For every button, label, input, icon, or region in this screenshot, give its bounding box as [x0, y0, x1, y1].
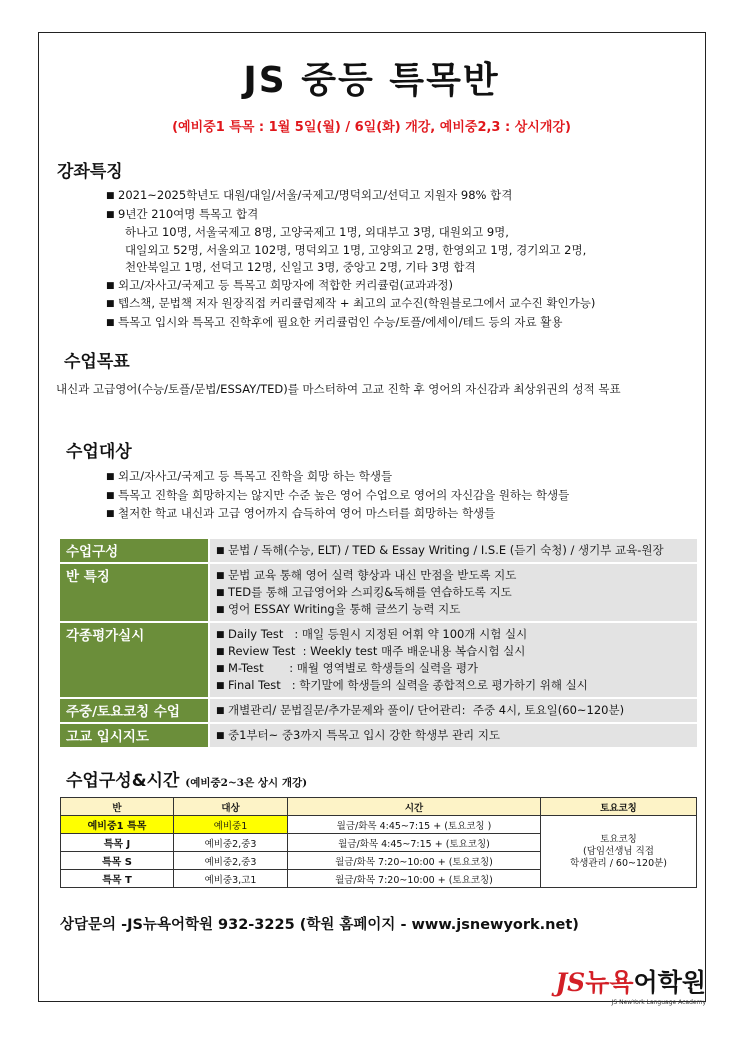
info-line-text: 개별관리/ 문법질문/추가문제와 풀이/ 단어관리: 주중 4시, 토요일(60~120분) [228, 703, 625, 717]
info-line [216, 677, 691, 694]
feature-item [106, 206, 595, 225]
schedule-header-row [61, 798, 697, 816]
schedule-header-cell: 시간 [288, 798, 541, 816]
info-line [216, 584, 691, 601]
feature-item [106, 187, 595, 206]
academy-logo [522, 968, 706, 1006]
info-line [216, 601, 691, 618]
info-label: 각종평가실시 [60, 623, 208, 697]
feature-item [106, 314, 595, 333]
info-line-text: 문법 교육 통해 영어 실력 향상과 내신 만점을 받도록 지도 [228, 568, 517, 582]
logo-subtitle: JS NewYork Language Academy [611, 999, 706, 1006]
target-heading: 수업대상 [66, 442, 132, 462]
info-value [210, 539, 697, 562]
feature-text: 특목고 입시와 특목고 진학후에 필요한 커리큘럼인 수능/토플/에세이/테드 등의 자료 활용 [118, 314, 563, 329]
schedule-target: 예비중2,중3 [174, 852, 288, 870]
schedule-class: 예비중1 특목 [61, 816, 174, 834]
info-line [216, 567, 691, 584]
schedule-saturday [541, 816, 697, 888]
feature-text: 텝스책, 문법책 저자 원장직접 커리큘럼제작 + 최고의 교수진(학원블로그에서 교수진 확인가능) [118, 296, 596, 310]
info-line [216, 702, 691, 719]
schedule-row [61, 816, 697, 834]
feature-item [106, 277, 595, 296]
info-row [60, 699, 697, 722]
bullet-icon: ■ [216, 546, 225, 556]
schedule-target: 예비중3,고1 [174, 870, 288, 888]
info-label: 반 특징 [60, 564, 208, 621]
schedule-target: 예비중1 [174, 816, 288, 834]
bullet-icon: ■ [216, 681, 225, 691]
schedule-time: 월금/화목 4:45~7:15 + (토요코칭) [288, 834, 541, 852]
bullet-icon: ■ [106, 299, 115, 309]
bullet-icon: ■ [106, 280, 115, 291]
target-item [106, 505, 569, 524]
info-label: 수업구성 [60, 539, 208, 562]
schedule-header-cell: 반 [61, 798, 174, 816]
feature-item [106, 295, 595, 314]
bullet-icon: ■ [106, 317, 115, 328]
info-row [60, 724, 697, 747]
bullet-icon: ■ [216, 571, 225, 581]
logo-js: JS [555, 968, 586, 997]
info-table [60, 539, 697, 749]
feature-text: 2021~2025학년도 대원/대일/서울/국제고/명덕외고/선덕고 지원자 98% 합격 [118, 188, 513, 202]
info-label: 고교 입시지도 [60, 724, 208, 747]
target-item [106, 468, 569, 487]
target-item [106, 487, 569, 506]
target-list [106, 468, 569, 524]
schedule-time: 월금/화목 7:20~10:00 + (토요코칭) [288, 852, 541, 870]
saturday-line: 학생관리 / 60~120분) [569, 857, 667, 869]
info-value [210, 564, 697, 621]
schedule-class: 특목 J [61, 834, 174, 852]
feature-text: 외고/자사고/국제고 등 특목고 희망자에 적합한 커리큘럼(교과과정) [118, 277, 453, 292]
schedule-header-cell: 대상 [174, 798, 288, 816]
schedule-time: 월금/화목 7:20~10:00 + (토요코칭) [288, 870, 541, 888]
bullet-icon: ■ [216, 647, 225, 657]
info-row [60, 539, 697, 562]
target-text: 외고/자사고/국제고 등 특목고 진학을 희망 하는 학생들 [118, 469, 393, 483]
bullet-icon: ■ [216, 731, 225, 741]
features-heading: 강좌특징 [57, 162, 123, 182]
schedule-table [60, 797, 697, 888]
schedule-header-cell: 토요코칭 [541, 798, 697, 816]
schedule-note: (예비중2~3은 상시 개강) [185, 777, 308, 789]
bullet-icon: ■ [216, 664, 225, 674]
schedule-heading-text: 수업구성&시간 [66, 771, 180, 791]
bullet-icon: ■ [216, 588, 225, 598]
target-text: 철저한 학교 내신과 고급 영어까지 습득하여 영어 마스터를 희망하는 학생들 [118, 506, 496, 520]
info-line [216, 727, 691, 744]
bullet-icon: ■ [106, 472, 115, 482]
target-text: 특목고 진학을 희망하지는 않지만 수준 높은 영어 수업으로 영어의 자신감을 원하는 학생들 [118, 487, 570, 502]
schedule-time: 월금/화목 4:45~7:15 + (토요코칭 ) [288, 816, 541, 834]
feature-continuation: 하나고 10명, 서울국제고 8명, 고양국제고 1명, 외대부고 3명, 대원외고 9명, [125, 225, 509, 239]
goal-heading: 수업목표 [64, 352, 130, 372]
info-line [216, 626, 691, 643]
logo-name2: 어학원 [633, 968, 706, 997]
info-line-text: Daily Test : 매일 등원시 지정된 어휘 약 100개 시험 실시 [228, 627, 528, 641]
feature-text: 9년간 210여명 특목고 합격 [118, 206, 259, 221]
bullet-icon: ■ [216, 706, 225, 716]
bullet-icon: ■ [106, 490, 115, 501]
bullet-icon: ■ [106, 209, 115, 220]
schedule-class: 특목 T [61, 870, 174, 888]
info-line-text: TED를 통해 고급영어와 스피킹&독해를 연습하도록 지도 [228, 585, 512, 599]
schedule-class: 특목 S [61, 852, 174, 870]
info-line [216, 660, 691, 677]
contact-info: 상담문의 -JS뉴욕어학원 932-3225 (학원 홈페이지 - www.jsnewyork.net) [60, 917, 579, 933]
saturday-line: 토요코칭 [600, 833, 637, 845]
schedule-heading [66, 766, 307, 791]
info-value [210, 623, 697, 697]
features-list [106, 187, 595, 332]
feature-continuation: 천안북일고 1명, 선덕고 12명, 신일고 3명, 중앙고 2명, 기타 3명 합격 [125, 260, 476, 274]
info-label: 주중/토요코칭 수업 [60, 699, 208, 722]
info-line-text: M-Test : 매월 영역별로 학생들의 실력을 평가 [228, 661, 479, 675]
feature-continuation: 대일외고 52명, 서울외고 102명, 명덕외고 1명, 고양외고 2명, 한영외고 1명, 경기외고 2명, [125, 242, 587, 257]
bullet-icon: ■ [106, 509, 115, 519]
bullet-icon: ■ [106, 191, 115, 201]
info-line-text: Review Test : Weekly test 매주 배운내용 복습시험 실시 [228, 644, 526, 658]
logo-name1: 뉴욕 [585, 968, 634, 997]
page-subtitle: (예비중1 특목 : 1월 5일(월) / 6일(화) 개강, 예비중2,3 : 상시개강) [172, 120, 571, 135]
info-line-text: Final Test : 학기말에 학생들의 실력을 종합적으로 평가하기 위해 실시 [228, 678, 588, 692]
info-line [216, 542, 691, 559]
info-line-text: 문법 / 독해(수능, ELT) / TED & Essay Writing / I.S.E (듣기 숙청) / 생기부 교육-원장 [228, 543, 664, 557]
goal-text: 내신과 고급영어(수능/토플/문법/ESSAY/TED)를 마스터하여 고교 진학 후 영어의 자신감과 최상위권의 성적 목표 [56, 382, 621, 396]
info-line-text: 영어 ESSAY Writing을 통해 글쓰기 능력 지도 [228, 602, 461, 616]
info-row [60, 564, 697, 621]
page-title: JS 중등 특목반 [243, 60, 500, 101]
schedule-target: 예비중2,중3 [174, 834, 288, 852]
info-line-text: 중1부터~ 중3까지 특목고 입시 강한 학생부 관리 지도 [228, 728, 501, 742]
info-value [210, 699, 697, 722]
saturday-line: (담임선생님 직접 [583, 845, 654, 857]
bullet-icon: ■ [216, 630, 225, 640]
info-line [216, 643, 691, 660]
info-value [210, 724, 697, 747]
bullet-icon: ■ [216, 605, 225, 615]
info-row [60, 623, 697, 697]
